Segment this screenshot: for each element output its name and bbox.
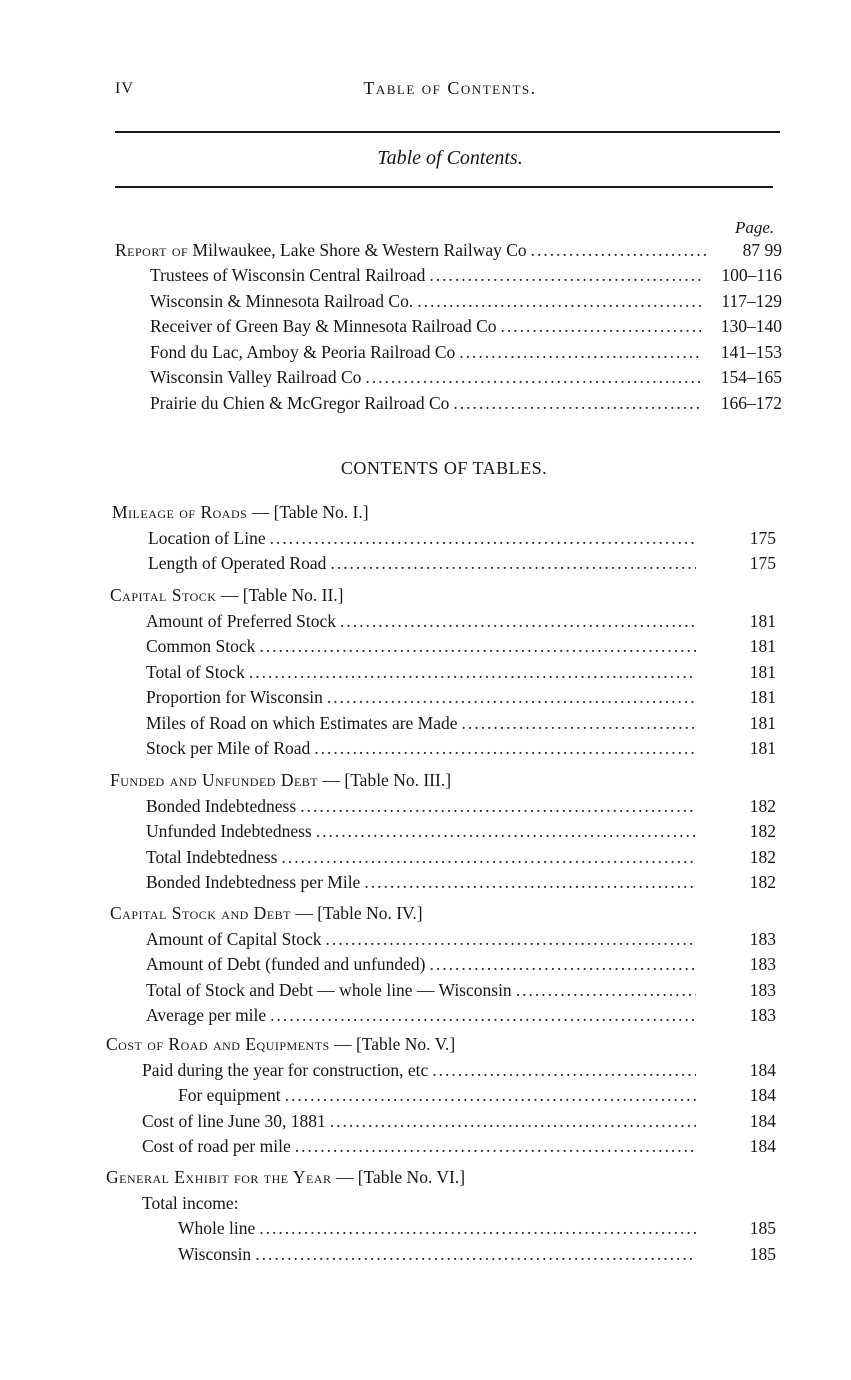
table-section-heading bbox=[106, 1167, 465, 1188]
leader-dots bbox=[316, 821, 696, 842]
toc-page-number: 185 bbox=[749, 1218, 776, 1238]
table-section-heading bbox=[106, 1034, 455, 1055]
toc-page-number: 181 bbox=[749, 687, 776, 707]
toc-entry-label: Wisconsin & Minnesota Railroad Co. bbox=[150, 290, 414, 311]
section-table-ref: — [Table No. V.] bbox=[329, 1034, 456, 1054]
toc-entry-label: Amount of Debt (funded and unfunded) bbox=[146, 954, 426, 974]
table-entry bbox=[178, 1244, 700, 1265]
section-title: Capital Stock bbox=[110, 585, 217, 605]
leader-dots bbox=[501, 316, 702, 337]
report-entry bbox=[150, 265, 705, 286]
section-title: Mileage of Roads bbox=[112, 502, 248, 522]
leader-dots bbox=[270, 1005, 696, 1026]
table-entry bbox=[146, 954, 700, 975]
toc-page-number: 183 bbox=[749, 1005, 776, 1025]
toc-entry-label: Total of Stock bbox=[146, 661, 245, 682]
toc-page-number: 175 bbox=[749, 553, 776, 573]
table-entry bbox=[146, 738, 700, 759]
leader-dots bbox=[295, 1136, 696, 1157]
table-entry bbox=[146, 872, 700, 893]
leader-dots bbox=[531, 240, 706, 261]
toc-entry-label: Wisconsin bbox=[178, 1243, 252, 1264]
toc-entry-label: Length of Operated Road bbox=[148, 553, 327, 573]
toc-page-number: 181 bbox=[749, 738, 776, 758]
report-entry bbox=[150, 316, 705, 337]
report-entry bbox=[150, 291, 705, 312]
toc-entry-label: Fond du Lac, Amboy & Peoria Railroad Co bbox=[150, 341, 456, 362]
toc-page-number: 184 bbox=[749, 1085, 776, 1105]
toc-entry-label: Paid during the year for construction, etc bbox=[142, 1059, 429, 1080]
table-entry bbox=[146, 1005, 700, 1026]
toc-page-number: 183 bbox=[749, 928, 776, 949]
leader-dots bbox=[259, 636, 696, 657]
section-table-ref: — [Table No. VI.] bbox=[331, 1167, 466, 1187]
toc-page-number: 185 bbox=[749, 1243, 776, 1264]
leader-dots bbox=[270, 528, 696, 549]
toc-page-number: 181 bbox=[749, 661, 776, 682]
table-entry bbox=[146, 662, 700, 683]
table-section-heading bbox=[110, 770, 451, 791]
toc-entry-label: Total of Stock and Debt — whole line — Wisconsin bbox=[146, 979, 512, 1000]
toc-page-number: 166–172 bbox=[720, 392, 782, 413]
toc-page-number: 182 bbox=[749, 872, 776, 892]
section-title: Capital Stock and Debt bbox=[110, 903, 291, 923]
toc-entry-label: Whole line bbox=[178, 1218, 256, 1238]
report-entry bbox=[150, 393, 705, 414]
toc-page-number: 182 bbox=[749, 846, 776, 867]
toc-page-number: 181 bbox=[749, 712, 776, 733]
section-title: General Exhibit for the Year bbox=[106, 1167, 332, 1187]
toc-entry-label bbox=[115, 240, 527, 261]
section-table-ref: — [Table No. II.] bbox=[216, 585, 344, 605]
table-section-heading bbox=[110, 585, 344, 606]
report-title: Milwaukee, Lake Shore & Western Railway Co bbox=[192, 240, 527, 260]
section-table-ref: — [Table No. I.] bbox=[247, 502, 369, 522]
toc-page-number: 87 99 bbox=[742, 240, 782, 260]
toc-page-number: 100–116 bbox=[721, 265, 782, 285]
table-entry bbox=[178, 1218, 700, 1239]
leader-dots bbox=[330, 1111, 696, 1132]
leader-dots bbox=[432, 1060, 696, 1081]
leader-dots bbox=[325, 929, 696, 950]
leader-dots bbox=[300, 796, 696, 817]
leader-dots bbox=[255, 1244, 696, 1265]
table-entry bbox=[148, 553, 700, 574]
toc-entry-label: Prairie du Chien & McGregor Railroad Co bbox=[150, 392, 450, 413]
table-section-heading bbox=[110, 903, 423, 924]
table-entry bbox=[142, 1060, 700, 1081]
toc-page-number: 184 bbox=[749, 1059, 776, 1080]
section-table-ref: — [Table No. IV.] bbox=[290, 903, 423, 923]
tables-title: CONTENTS OF TABLES. bbox=[340, 458, 548, 478]
page-title: Table of Contents. bbox=[377, 147, 523, 169]
table-entry bbox=[146, 821, 700, 842]
toc-entry-lead bbox=[115, 240, 710, 261]
toc-page-number: 181 bbox=[749, 636, 776, 656]
toc-entry-label: Cost of line June 30, 1881 bbox=[142, 1110, 326, 1131]
section-title: Cost of Road and Equipments bbox=[106, 1034, 330, 1054]
leader-dots bbox=[285, 1085, 696, 1106]
table-entry bbox=[146, 980, 700, 1001]
report-entry bbox=[150, 342, 705, 363]
page-number: IV bbox=[115, 80, 134, 97]
leader-dots bbox=[249, 662, 696, 683]
table-entry bbox=[148, 528, 700, 549]
toc-entry-label: Bonded Indebtedness bbox=[146, 795, 297, 816]
leader-dots bbox=[453, 393, 701, 414]
leader-dots bbox=[327, 687, 696, 708]
toc-entry-label: Proportion for Wisconsin bbox=[146, 687, 323, 707]
toc-page-number: 117–129 bbox=[721, 290, 782, 311]
table-entry bbox=[146, 636, 700, 657]
table-entry bbox=[178, 1085, 700, 1106]
toc-page-number: 183 bbox=[749, 954, 776, 974]
toc-entry-label: Location of Line bbox=[148, 527, 266, 548]
toc-page-number: 181 bbox=[749, 610, 776, 631]
toc-entry-label: Amount of Capital Stock bbox=[146, 928, 322, 949]
toc-page-number: 184 bbox=[749, 1110, 776, 1131]
toc-entry-label: Average per mile bbox=[146, 1005, 267, 1025]
toc-entry-label: Miles of Road on which Estimates are Made bbox=[146, 712, 458, 733]
section-title: Funded and Unfunded Debt bbox=[110, 770, 319, 790]
leader-dots bbox=[281, 847, 696, 868]
toc-entry-label: Receiver of Green Bay & Minnesota Railroad Co bbox=[150, 316, 497, 336]
toc-page-number: 182 bbox=[749, 795, 776, 816]
leader-dots bbox=[314, 738, 696, 759]
table-entry bbox=[146, 713, 700, 734]
leader-dots bbox=[516, 980, 696, 1001]
table-section-heading bbox=[112, 502, 369, 523]
toc-entry-label: Common Stock bbox=[146, 636, 256, 656]
toc-page-number: 184 bbox=[749, 1136, 776, 1156]
toc-page-number: 183 bbox=[749, 979, 776, 1000]
toc-page-number: 130–140 bbox=[720, 316, 782, 336]
toc-entry-label: Cost of road per mile bbox=[142, 1136, 291, 1156]
toc-entry-label: Unfunded Indebtedness bbox=[146, 821, 312, 841]
leader-dots bbox=[462, 713, 696, 734]
bottom-rule bbox=[115, 186, 773, 188]
toc-page-number: 154–165 bbox=[720, 367, 782, 387]
toc-entry-label: Trustees of Wisconsin Central Railroad bbox=[150, 265, 426, 285]
running-head: Table of Contents. bbox=[363, 78, 537, 98]
table-entry bbox=[142, 1111, 700, 1132]
leader-dots bbox=[429, 954, 696, 975]
table-entry bbox=[146, 611, 700, 632]
leader-dots bbox=[417, 291, 701, 312]
leader-dots bbox=[365, 367, 701, 388]
leader-dots bbox=[259, 1218, 696, 1239]
toc-page-number: 182 bbox=[749, 821, 776, 841]
toc-entry-label: Total Indebtedness bbox=[146, 846, 278, 867]
leader-dots bbox=[330, 553, 696, 574]
table-entry bbox=[146, 847, 700, 868]
toc-entry-label: Amount of Preferred Stock bbox=[146, 610, 337, 631]
table-entry bbox=[146, 796, 700, 817]
leader-dots bbox=[364, 872, 696, 893]
toc-page-number: 175 bbox=[749, 527, 776, 548]
section-table-ref: — [Table No. III.] bbox=[318, 770, 452, 790]
table-entry bbox=[146, 687, 700, 708]
toc-page-number: 141–153 bbox=[720, 341, 782, 362]
toc-entry-lead-page-wrap bbox=[700, 240, 782, 261]
report-prefix: Report of bbox=[115, 240, 189, 260]
top-rule bbox=[115, 131, 780, 133]
leader-dots bbox=[429, 265, 701, 286]
table-entry bbox=[142, 1136, 700, 1157]
leader-dots bbox=[459, 342, 701, 363]
toc-entry-label: Stock per Mile of Road bbox=[146, 738, 311, 758]
toc-entry-label: For equipment bbox=[178, 1085, 281, 1105]
leader-dots bbox=[340, 611, 696, 632]
table-entry bbox=[146, 929, 700, 950]
report-entry bbox=[150, 367, 705, 388]
section-subheading: Total income: bbox=[142, 1192, 239, 1213]
toc-entry-label: Wisconsin Valley Railroad Co bbox=[150, 367, 362, 387]
toc-entry-label: Bonded Indebtedness per Mile bbox=[146, 872, 361, 892]
page-column-label: Page. bbox=[735, 218, 775, 237]
